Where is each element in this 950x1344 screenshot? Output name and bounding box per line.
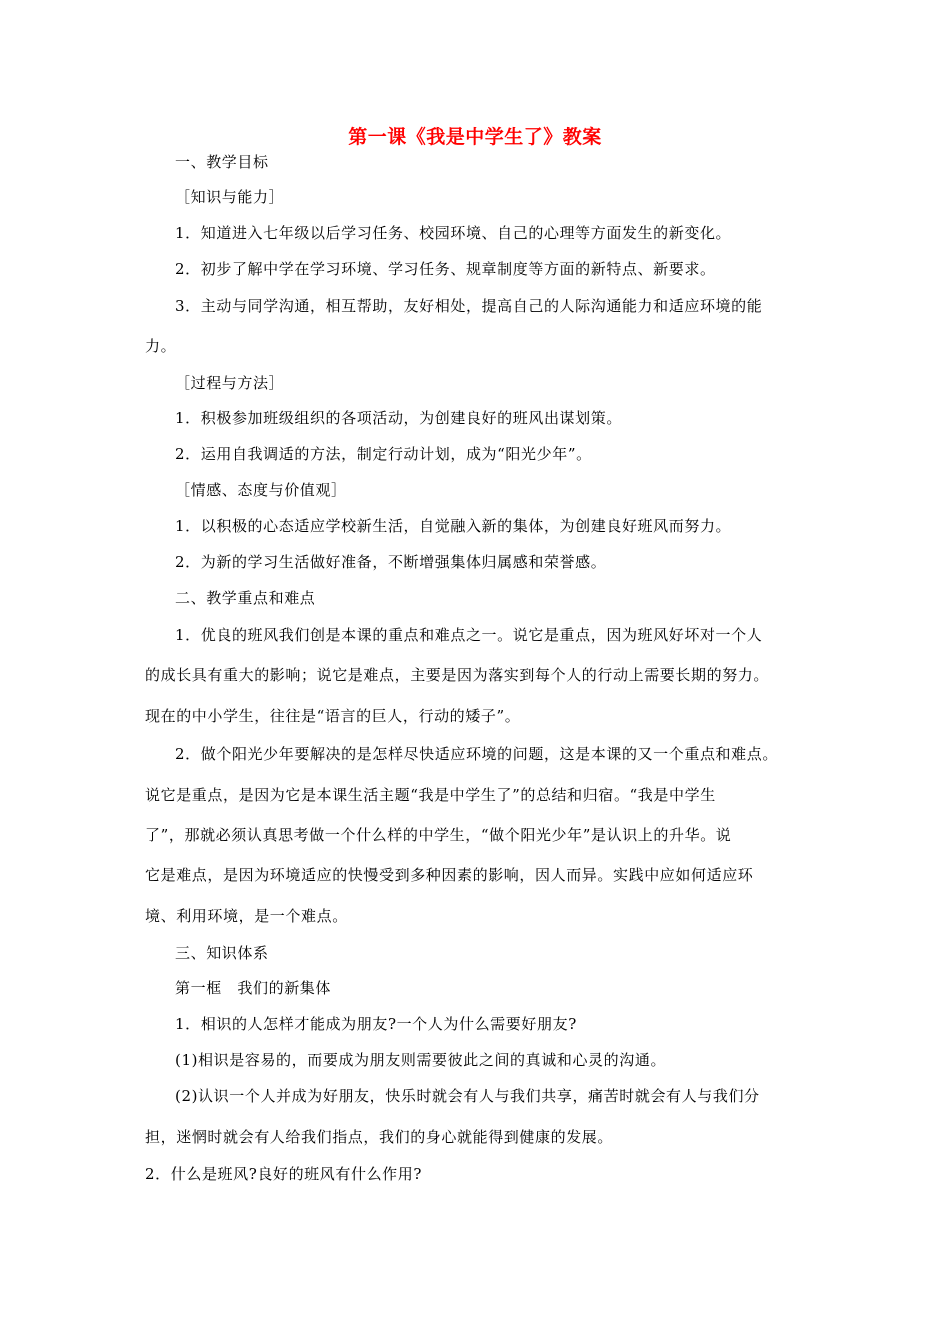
paragraph-line: 1．相识的人怎样才能成为朋友?一个人为什么需要好朋友? xyxy=(175,1015,577,1033)
paragraph-line: 说它是重点，是因为它是本课生活主题“我是中学生了”的总结和归宿。“我是中学生 xyxy=(145,786,716,804)
heading-key-points: 二、教学重点和难点 xyxy=(175,589,316,607)
paragraph-line: 2．初步了解中学在学习环境、学习任务、规章制度等方面的新特点、新要求。 xyxy=(175,260,716,278)
paragraph-line: 2．为新的学习生活做好准备，不断增强集体归属感和荣誉感。 xyxy=(175,553,607,571)
paragraph-line: 现在的中小学生，往往是“语言的巨人，行动的矮子”。 xyxy=(145,707,521,725)
paragraph-line: 2．做个阳光少年要解决的是怎样尽快适应环境的问题，这是本课的又一个重点和难点。 xyxy=(175,745,778,763)
paragraph-line: 2．什么是班风?良好的班风有什么作用? xyxy=(145,1165,423,1183)
paragraph-line: 3．主动与同学沟通，相互帮助，友好相处，提高自己的人际沟通能力和适应环境的能 xyxy=(175,297,763,315)
paragraph-line: 担，迷惘时就会有人给我们指点，我们的身心就能得到健康的发展。 xyxy=(145,1128,614,1146)
document-title: 第一课《我是中学生了》教案 xyxy=(348,126,602,148)
subheading-knowledge: ［知识与能力］ xyxy=(175,188,285,206)
heading-knowledge-system: 三、知识体系 xyxy=(175,944,269,962)
paragraph-line: 1．知道进入七年级以后学习任务、校园环境、自己的心理等方面发生的新变化。 xyxy=(175,224,732,242)
paragraph-line: (2)认识一个人并成为好朋友，快乐时就会有人与我们共享，痛苦时就会有人与我们分 xyxy=(175,1087,760,1105)
paragraph-line: (1)相识是容易的，而要成为朋友则需要彼此之间的真诚和心灵的沟通。 xyxy=(175,1051,667,1069)
heading-teaching-goals: 一、教学目标 xyxy=(175,153,269,171)
paragraph-line: 1．积极参加班级组织的各项活动，为创建良好的班风出谋划策。 xyxy=(175,409,622,427)
paragraph-line: 它是难点，是因为环境适应的快慢受到多种因素的影响，因人而异。实践中应如何适应环 xyxy=(145,866,754,884)
paragraph-line: 了”，那就必须认真思考做一个什么样的中学生，“做个阳光少年”是认识上的升华。说 xyxy=(145,826,732,844)
subheading-process: ［过程与方法］ xyxy=(175,374,285,392)
paragraph-line: 境、利用环境，是一个难点。 xyxy=(145,907,348,925)
paragraph-line: 1．以积极的心态适应学校新生活，自觉融入新的集体，为创建良好班风而努力。 xyxy=(175,517,732,535)
paragraph-line: 1．优良的班风我们创是本课的重点和难点之一。说它是重点，因为班风好坏对一个人 xyxy=(175,626,763,644)
paragraph-line: 的成长具有重大的影响；说它是难点，主要是因为落实到每个人的行动上需要长期的努力。 xyxy=(145,666,770,684)
subheading-emotion: ［情感、态度与价值观］ xyxy=(175,481,347,499)
paragraph-line: 2．运用自我调适的方法，制定行动计划，成为“阳光少年”。 xyxy=(175,445,592,463)
subheading-frame-one: 第一框 我们的新集体 xyxy=(175,979,332,997)
paragraph-line: 力。 xyxy=(145,337,177,355)
